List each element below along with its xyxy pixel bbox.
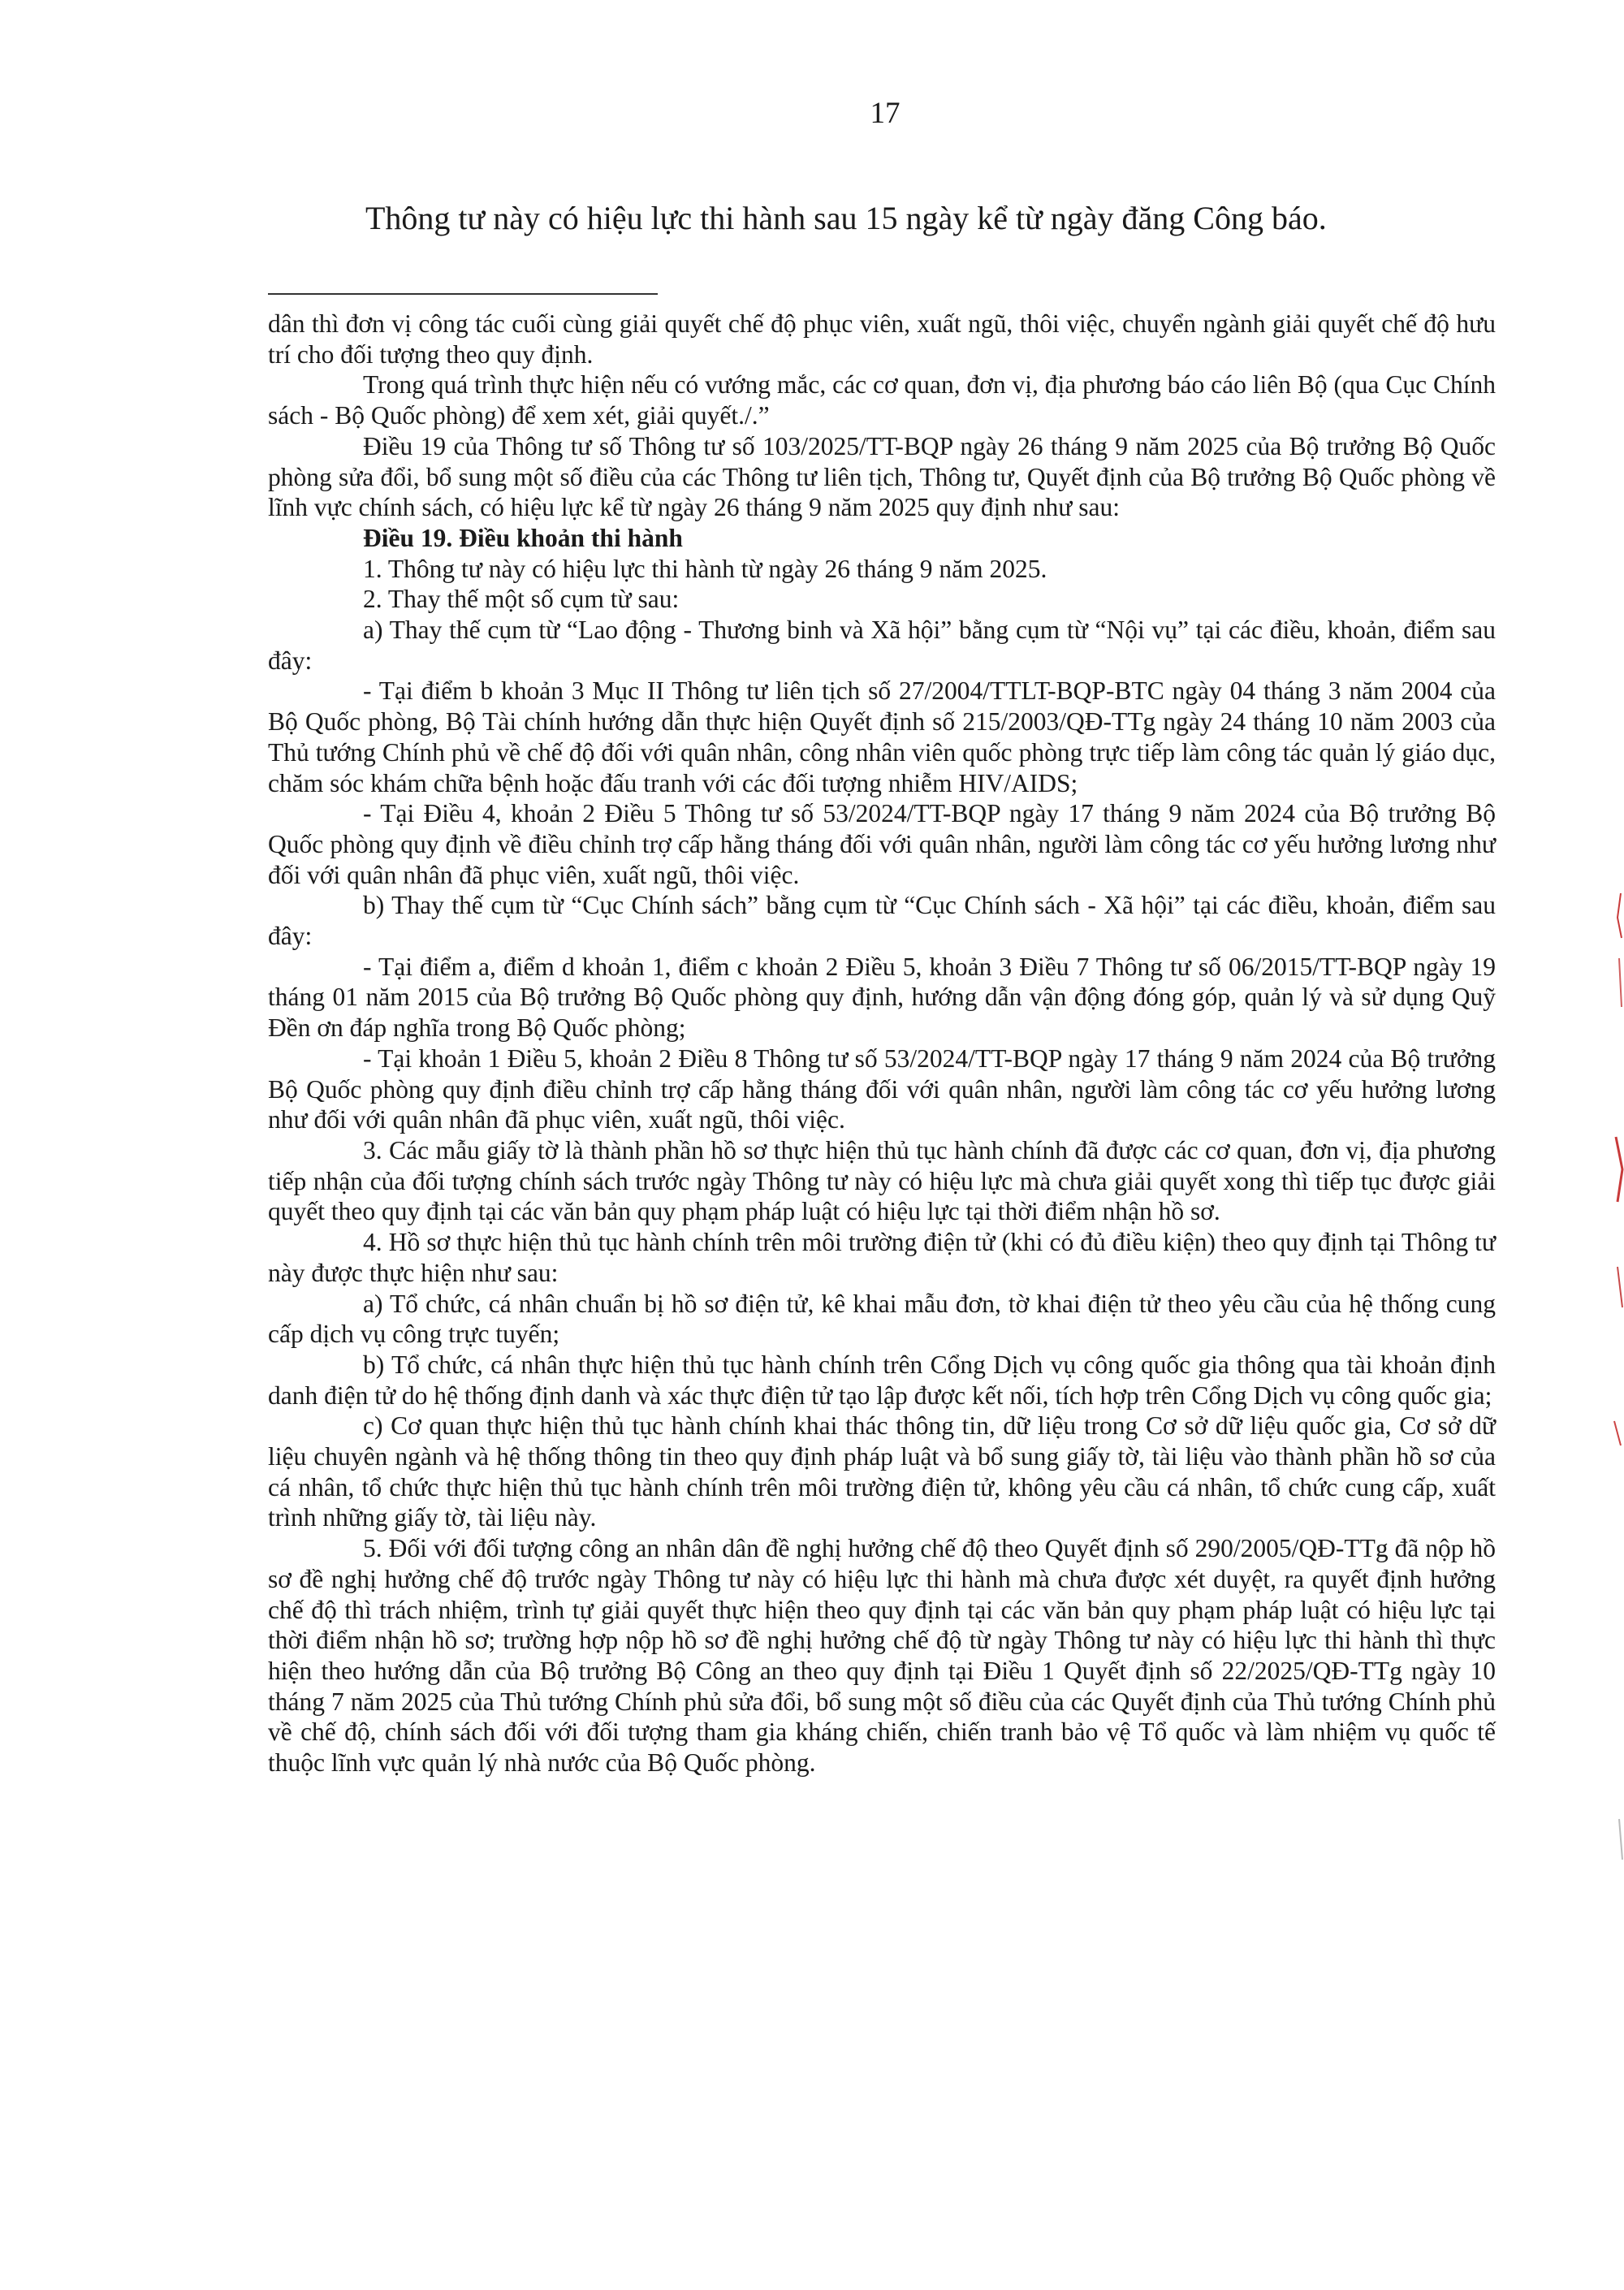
footnote-divider [268, 293, 658, 295]
article-heading: Điều 19. Điều khoản thi hành [363, 523, 683, 552]
footnote-paragraph: dân thì đơn vị công tác cuối cùng giải quyết chế độ phục viên, xuất ngũ, thôi việc, chuyển ngành giải quyết chế độ hưu trí cho đối tượng theo quy định. [268, 309, 1496, 369]
footnote-paragraph: c) Cơ quan thực hiện thủ tục hành chính khai thác thông tin, dữ liệu trong Cơ sở dữ liệu quốc gia, Cơ sở dữ liệu chuyên ngành và hệ thống thông tin theo quy định pháp luật và bổ sung giấy tờ, tài liệu vào thành phần hồ sơ của cá nhân, tổ chức thực hiện thủ tục hành chính trên môi trường điện tử, không yêu cầu cá nhân, tổ chức cung cấp, xuất trình những giấy tờ, tài liệu này. [268, 1411, 1496, 1532]
scan-edge-marks [1609, 861, 1624, 1868]
footnote-paragraph: - Tại điểm a, điểm d khoản 1, điểm c khoản 2 Điều 5, khoản 3 Điều 7 Thông tư số 06/2015/TT-BQP ngày 19 tháng 01 năm 2015 của Bộ trưởng Bộ Quốc phòng quy định, hướng dẫn vận động đóng góp, quản lý và sử dụng Quỹ Đền ơn đáp nghĩa trong Bộ Quốc phòng; [268, 952, 1496, 1043]
footnote-paragraph: 1. Thông tư này có hiệu lực thi hành từ ngày 26 tháng 9 năm 2025. [363, 554, 1047, 583]
footnote-paragraph: 2. Thay thế một số cụm từ sau: [363, 585, 680, 614]
footnote-paragraph: a) Tổ chức, cá nhân chuẩn bị hồ sơ điện tử, kê khai mẫu đơn, tờ khai điện tử theo yêu cầu của hệ thống cung cấp dịch vụ công trực tuyến; [268, 1289, 1496, 1349]
footnote-paragraph: b) Thay thế cụm từ “Cục Chính sách” bằng cụm từ “Cục Chính sách - Xã hội” tại các điều, khoản, điểm sau đây: [268, 891, 1496, 951]
effective-clause: Thông tư này có hiệu lực thi hành sau 15 ngày kể từ ngày đăng Công báo. [365, 200, 1327, 236]
footnote-paragraph: b) Tổ chức, cá nhân thực hiện thủ tục hành chính trên Cổng Dịch vụ công quốc gia thông qua tài khoản định danh điện tử do hệ thống định danh và xác thực điện tử tạo lập được kết nối, tích hợp trên Cổng Dịch vụ công quốc gia; [268, 1350, 1496, 1410]
footnote-body [268, 309, 1496, 1778]
page-number: 17 [870, 97, 901, 130]
footnote-paragraph: 4. Hồ sơ thực hiện thủ tục hành chính trên môi trường điện tử (khi có đủ điều kiện) theo quy định tại Thông tư này được thực hiện như sau: [268, 1228, 1496, 1287]
footnote-paragraph: a) Thay thế cụm từ “Lao động - Thương binh và Xã hội” bằng cụm từ “Nội vụ” tại các điều, khoản, điểm sau đây: [268, 616, 1496, 675]
footnote-paragraph: - Tại Điều 4, khoản 2 Điều 5 Thông tư số 53/2024/TT-BQP ngày 17 tháng 9 năm 2024 của Bộ trưởng Bộ Quốc phòng quy định về điều chỉnh trợ cấp hằng tháng đối với quân nhân, người làm công tác cơ yếu hưởng lương như đối với quân nhân đã phục viên, xuất ngũ, thôi việc. [268, 799, 1496, 889]
footnote-paragraph: 5. Đối với đối tượng công an nhân dân đề nghị hưởng chế độ theo Quyết định số 290/2005/QĐ-TTg đã nộp hồ sơ đề nghị hưởng chế độ trước ngày Thông tư này có hiệu lực thi hành mà chưa được xét duyệt, ra quyết định hưởng chế độ thì trách nhiệm, trình tự giải quyết thực hiện theo quy định tại các văn bản quy phạm pháp luật có hiệu lực tại thời điểm nhận hồ sơ; trường hợp nộp hồ sơ đề nghị hưởng chế độ từ ngày Thông tư này có hiệu lực thi hành thì thực hiện theo hướng dẫn của Bộ trưởng Bộ Công an theo quy định tại Điều 1 Quyết định số 22/2025/QĐ-TTg ngày 10 tháng 7 năm 2025 của Thủ tướng Chính phủ sửa đổi, bổ sung một số điều của các Quyết định của Thủ tướng Chính phủ về chế độ, chính sách đối với đối tượng tham gia kháng chiến, chiến tranh bảo vệ Tổ quốc và làm nhiệm vụ quốc tế thuộc lĩnh vực quản lý nhà nước của Bộ Quốc phòng. [268, 1534, 1496, 1778]
footnote-paragraph: - Tại khoản 1 Điều 5, khoản 2 Điều 8 Thông tư số 53/2024/TT-BQP ngày 17 tháng 9 năm 2024 của Bộ trưởng Bộ Quốc phòng quy định điều chỉnh trợ cấp hằng tháng đối với quân nhân, người làm công tác cơ yếu hưởng lương như đối với quân nhân đã phục viên, xuất ngũ, thôi việc. [268, 1043, 1496, 1134]
footnote-paragraph: Trong quá trình thực hiện nếu có vướng mắc, các cơ quan, đơn vị, địa phương báo cáo liên Bộ (qua Cục Chính sách - Bộ Quốc phòng) để xem xét, giải quyết./.” [268, 370, 1496, 430]
footnote-paragraph: 3. Các mẫu giấy tờ là thành phần hồ sơ thực hiện thủ tục hành chính đã được các cơ quan, đơn vị, địa phương tiếp nhận của đối tượng chính sách trước ngày Thông tư này có hiệu lực mà chưa giải quyết xong thì tiếp tục được giải quyết theo quy định tại các văn bản quy phạm pháp luật có hiệu lực tại thời điểm nhận hồ sơ. [268, 1135, 1496, 1226]
footnote-paragraph: Điều 19 của Thông tư số Thông tư số 103/2025/TT-BQP ngày 26 tháng 9 năm 2025 của Bộ trưởng Bộ Quốc phòng sửa đổi, bổ sung một số điều của các Thông tư liên tịch, Thông tư, Quyết định của Bộ trưởng Bộ Quốc phòng về lĩnh vực chính sách, có hiệu lực kể từ ngày 26 tháng 9 năm 2025 quy định như sau: [268, 431, 1496, 522]
footnote-paragraph: - Tại điểm b khoản 3 Mục II Thông tư liên tịch số 27/2004/TTLT-BQP-BTC ngày 04 tháng 3 năm 2004 của Bộ Quốc phòng, Bộ Tài chính hướng dẫn thực hiện Quyết định số 215/2003/QĐ-TTg ngày 24 tháng 10 năm 2003 của Thủ tướng Chính phủ về chế độ đối với quân nhân, công nhân viên quốc phòng trực tiếp làm công tác quản lý giáo dục, chăm sóc khám chữa bệnh hoặc đấu tranh với các đối tượng nhiễm HIV/AIDS; [268, 676, 1496, 797]
